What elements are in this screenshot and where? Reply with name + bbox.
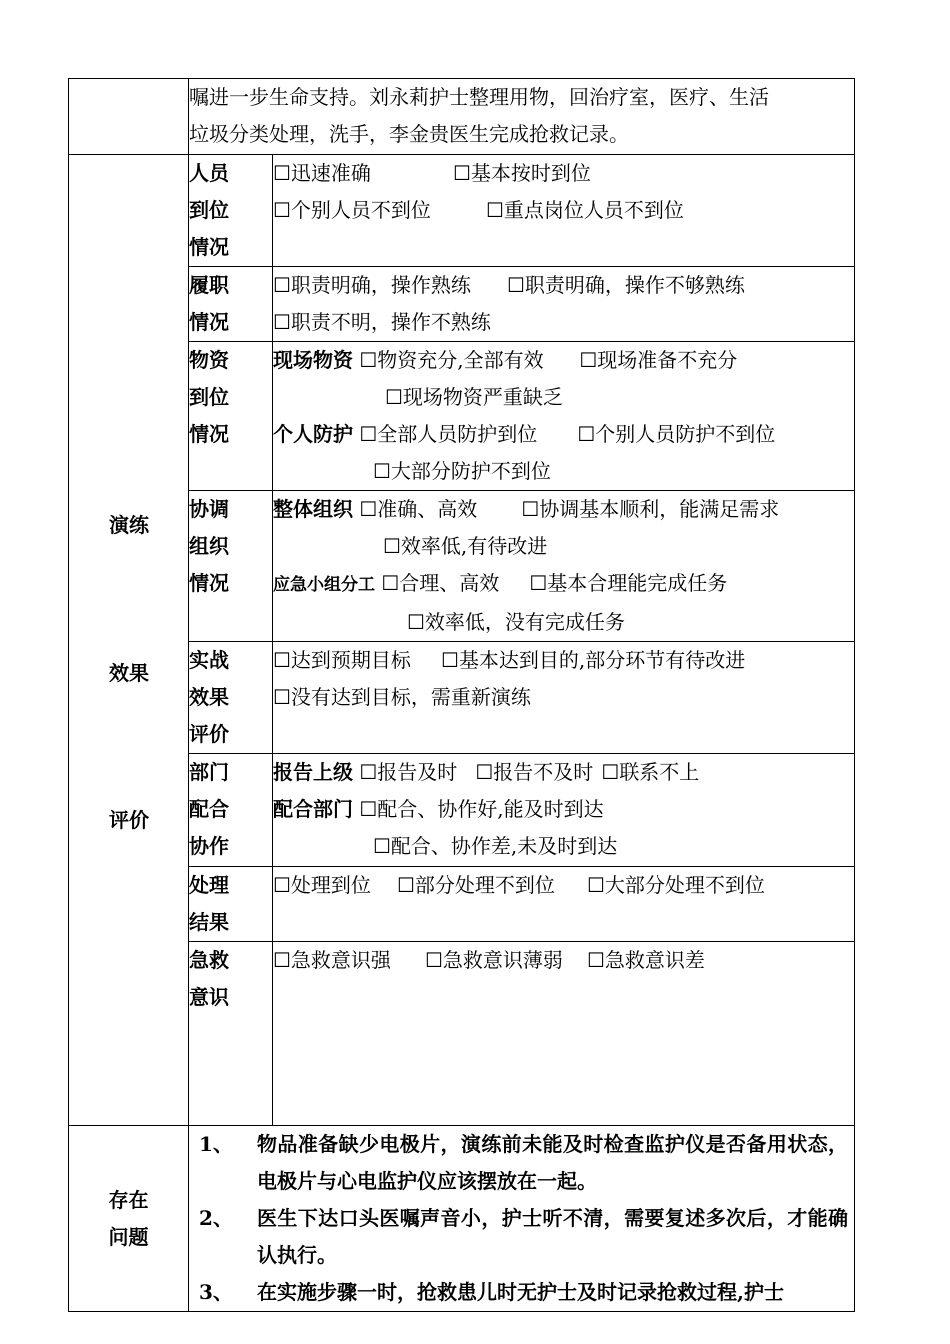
- checkbox-option[interactable]: ☐配合、协作好,能及时到达: [359, 797, 604, 821]
- row-staff-arrival: [69, 155, 855, 267]
- checkbox-option[interactable]: ☐效率低,有待改进: [383, 534, 548, 558]
- checkbox-option[interactable]: ☐大部分处理不到位: [587, 873, 765, 897]
- checkbox-option[interactable]: ☐急救意识强: [273, 948, 391, 972]
- problem-item: [189, 1200, 854, 1274]
- checkbox-option[interactable]: ☐协调基本顺利，能满足需求: [521, 497, 780, 521]
- checkbox-option[interactable]: ☐全部人员防护到位: [359, 422, 538, 446]
- group-name: 报告上级: [273, 760, 353, 784]
- row-options: [273, 491, 855, 642]
- drill-evaluation-table: [68, 78, 855, 1312]
- row-label: 物资 到位 情况: [189, 342, 273, 491]
- row-label: 急救 意识: [189, 942, 273, 1126]
- checkbox-option[interactable]: ☐基本按时到位: [453, 161, 591, 185]
- row-options: [273, 942, 855, 1126]
- checkbox-option[interactable]: ☐职责明确，操作不够熟练: [507, 273, 745, 297]
- row-options: [273, 754, 855, 867]
- section-label-effect: 效果: [109, 661, 149, 685]
- checkbox-option[interactable]: ☐迅速准确: [273, 161, 371, 185]
- checkbox-option[interactable]: ☐现场物资严重缺乏: [385, 385, 563, 409]
- problem-text: 物品准备缺少电极片，演练前未能及时检查监护仪是否备用状态，电极片与心电监护仪应该摆放在一起。: [257, 1132, 848, 1193]
- checkbox-option[interactable]: ☐配合、协作差,未及时到达: [373, 834, 618, 858]
- row-options: [273, 267, 855, 342]
- problems-label: 存在 问题: [69, 1126, 189, 1312]
- group-name: 个人防护: [273, 422, 353, 446]
- checkbox-option[interactable]: ☐急救意识差: [587, 948, 705, 972]
- checkbox-option[interactable]: ☐联系不上: [601, 760, 700, 784]
- problem-number: 1、: [199, 1132, 233, 1156]
- group-name: 现场物资: [273, 348, 353, 372]
- problem-item: [189, 1274, 854, 1311]
- checkbox-option[interactable]: ☐报告及时: [359, 760, 458, 784]
- continuation-text: [189, 79, 855, 155]
- section-label-cell: [69, 155, 189, 1126]
- section-label-drill: 演练: [109, 513, 149, 537]
- group-name: 应急小组分工: [273, 575, 375, 595]
- problems-list: [189, 1126, 855, 1312]
- checkbox-option[interactable]: ☐基本达到目的,部分环节有待改进: [441, 648, 746, 672]
- checkbox-option[interactable]: ☐大部分防护不到位: [373, 459, 551, 483]
- checkbox-option[interactable]: ☐基本合理能完成任务: [529, 571, 728, 595]
- continuation-row: [69, 79, 855, 155]
- problem-number: 2、: [199, 1206, 233, 1230]
- row-label: 人员 到位 情况: [189, 155, 273, 267]
- row-options: [273, 642, 855, 754]
- row-label: 协调 组织 情况: [189, 491, 273, 642]
- checkbox-option[interactable]: ☐没有达到目标，需重新演练: [273, 685, 531, 709]
- row-label: 处理 结果: [189, 867, 273, 942]
- continuation-line: 垃圾分类处理，洗手，李金贵医生完成抢救记录。: [189, 122, 629, 146]
- problem-item: [189, 1126, 854, 1200]
- checkbox-option[interactable]: ☐报告不及时: [475, 760, 594, 784]
- checkbox-option[interactable]: ☐合理、高效: [381, 571, 500, 595]
- checkbox-option[interactable]: ☐物资充分,全部有效: [359, 348, 544, 372]
- problem-text: 在实施步骤一时，抢救患儿时无护士及时记录抢救过程,护士: [257, 1280, 784, 1304]
- row-problems: [69, 1126, 855, 1312]
- checkbox-option[interactable]: ☐职责明确，操作熟练: [273, 273, 471, 297]
- row-options: [273, 867, 855, 942]
- section-label-evaluation: 评价: [109, 808, 149, 832]
- problem-text: 医生下达口头医嘱声音小，护士听不清，需要复述多次后，才能确认执行。: [257, 1206, 848, 1267]
- checkbox-option[interactable]: ☐现场准备不充分: [579, 348, 738, 372]
- checkbox-option[interactable]: ☐个别人员不到位: [273, 198, 431, 222]
- checkbox-option[interactable]: ☐效率低，没有完成任务: [407, 610, 625, 634]
- row-label: 实战 效果 评价: [189, 642, 273, 754]
- continuation-line: 嘱进一步生命支持。刘永莉护士整理用物，回治疗室，医疗、生活: [189, 85, 769, 109]
- checkbox-option[interactable]: ☐达到预期目标: [273, 648, 411, 672]
- row-label: 部门 配合 协作: [189, 754, 273, 867]
- group-name: 整体组织: [273, 497, 353, 521]
- checkbox-option[interactable]: ☐急救意识薄弱: [425, 948, 563, 972]
- group-name: 配合部门: [273, 797, 353, 821]
- checkbox-option[interactable]: ☐准确、高效: [359, 497, 478, 521]
- row-options: [273, 342, 855, 491]
- problem-number: 3、: [199, 1280, 233, 1304]
- row-options: [273, 155, 855, 267]
- checkbox-option[interactable]: ☐部分处理不到位: [397, 873, 555, 897]
- row-label: 履职 情况: [189, 267, 273, 342]
- checkbox-option[interactable]: ☐处理到位: [273, 873, 371, 897]
- checkbox-option[interactable]: ☐职责不明，操作不熟练: [273, 310, 491, 334]
- checkbox-option[interactable]: ☐重点岗位人员不到位: [486, 198, 684, 222]
- checkbox-option[interactable]: ☐个别人员防护不到位: [577, 422, 776, 446]
- continuation-blank-cell: [69, 79, 189, 155]
